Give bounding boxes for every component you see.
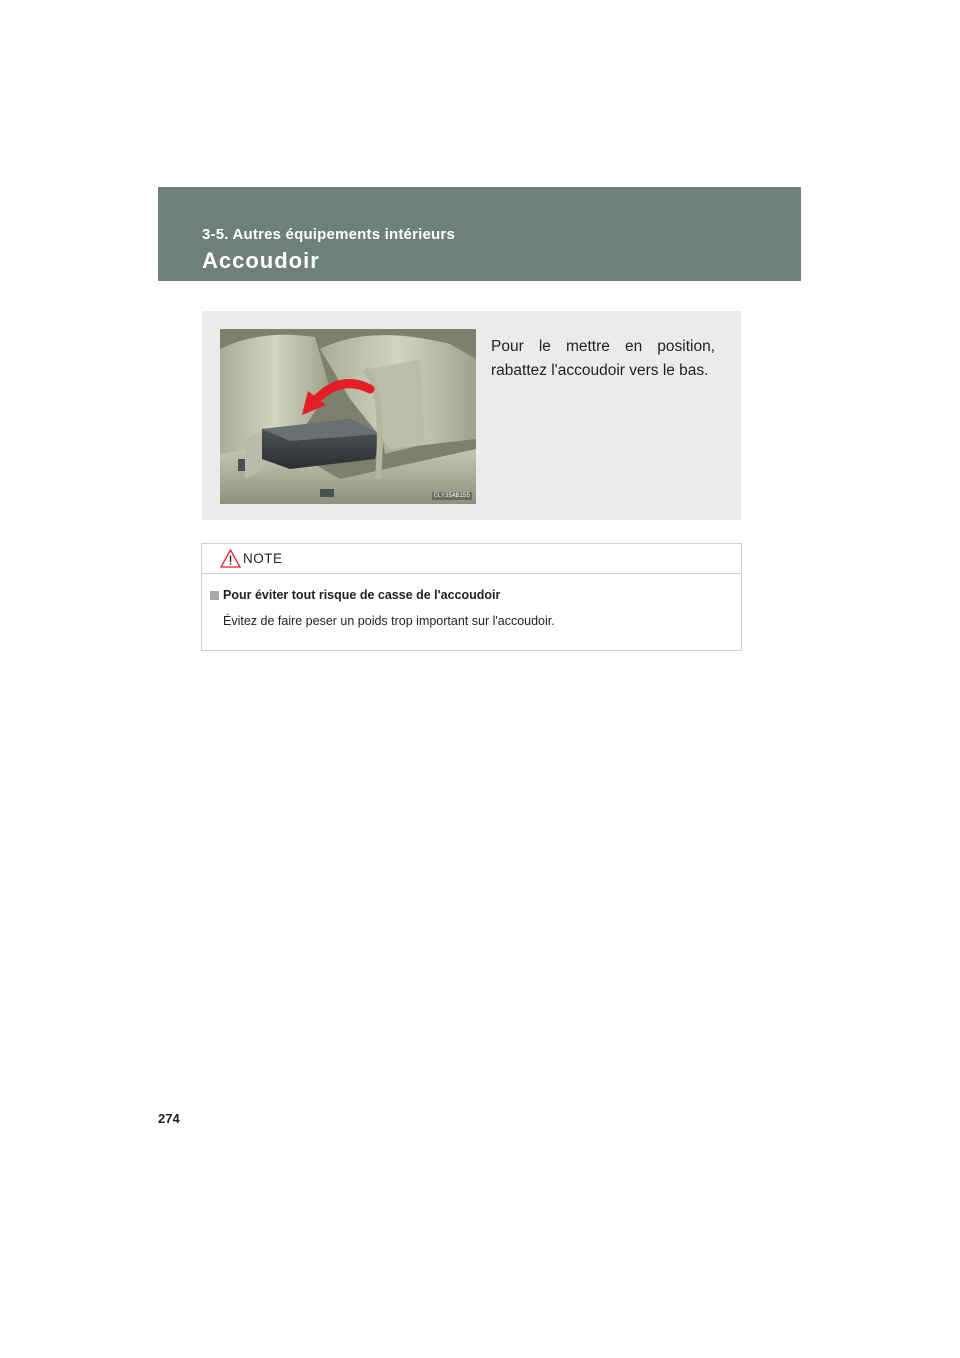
armrest-seat-drawing (220, 329, 476, 504)
note-header (202, 544, 741, 574)
section-label: 3-5. Autres équipements intérieurs (202, 226, 455, 243)
figure-panel (202, 311, 741, 520)
armrest-illustration (220, 329, 476, 504)
instruction-text: Pour le mettre en position, rabattez l'accoudoir vers le bas. (491, 338, 715, 379)
section-header-band (158, 187, 801, 281)
note-label: NOTE (243, 551, 283, 566)
image-code: CLY35AB155 (433, 492, 470, 499)
note-body: Évitez de faire peser un poids trop important sur l'accoudoir. (223, 614, 555, 628)
page-title: Accoudoir (202, 248, 320, 273)
warning-triangle-icon (220, 549, 241, 568)
square-bullet-icon (210, 591, 219, 600)
note-box (201, 543, 742, 651)
page-number: 274 (158, 1111, 180, 1126)
note-subheading: Pour éviter tout risque de casse de l'accoudoir (223, 588, 501, 602)
